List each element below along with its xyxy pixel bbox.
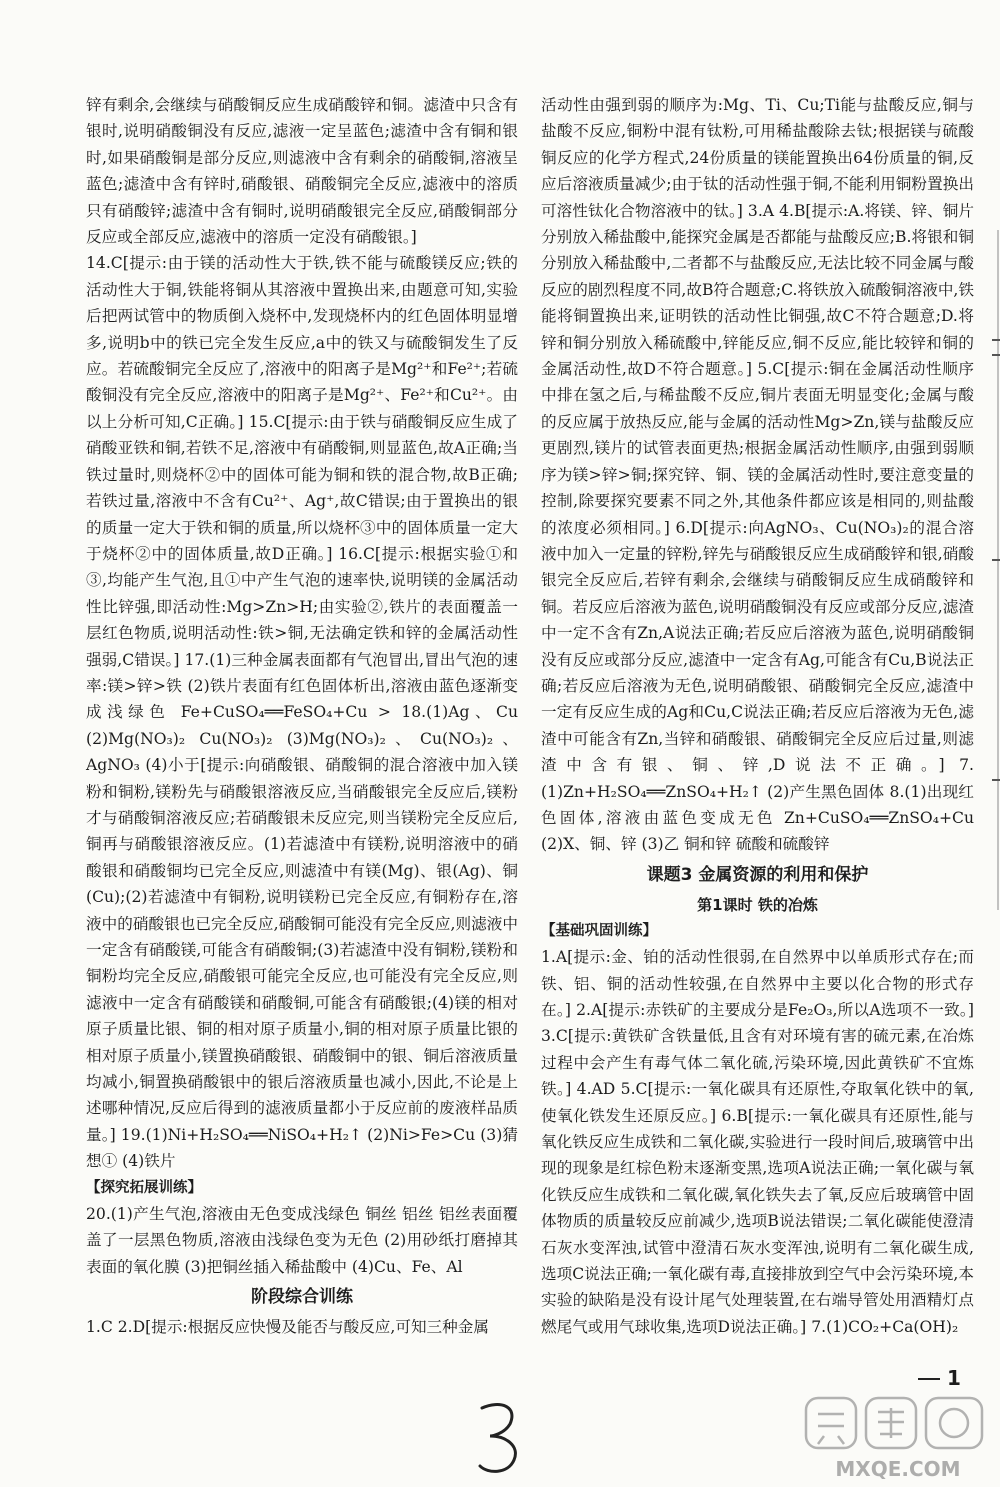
binding-edge-marks [988,220,1000,920]
page-number: 1 [947,1366,961,1390]
answer-paragraph-5: 活动性由强到弱的顺序为:Mg、Ti、Cu;Ti能与盐酸反应,铜与盐酸不反应,铜粉中混有钛粉,可用稀盐酸除去钛;根据镁与硫酸铜反应的化学方程式,24份质量的镁能置换出64份质量的铜,反应后溶液质量减少;由于钛的活动性强于铜,不能利用铜粉置换出可溶性钛化合物溶液中的钛。] 3.A 4.B[提示:A.将镁、锌、铜片分别放入稀盐酸中,能探究金属是否都能与盐酸反应;B.将银和铜分别放入稀盐酸中,二者都不与盐酸反应,无法比较不同金属与酸反应的剧烈程度不同,故B符合题意;C.将铁放入硫酸铜溶液中,铁能将铜置换出来,证明铁的活动性比铜强,故C不符合题意;D.将锌和铜分别放入稀硫酸中,锌能反应,铜不反应,能比较锌和铜的金属活动性,故D不符合题意。] 5.C[提示:铜在金属活动性顺序中排在氢之后,与稀盐酸不反应,铜片表面无明显变化;金属与酸的反应属于放热反应,能与金属的活动性Mg>Zn,镁与盐酸反应更剧烈,镁片的试管表面更热;根据金属活动性顺序,由强到弱顺序为镁>锌>铜;探究锌、铜、镁的金属活动性时,要注意变量的控制,除要探究要素不同之外,其他条件都应该是相同的,则盐酸的浓度必须相同。] 6.D[提示:向AgNO₃、Cu(NO₃)₂的混合溶液中加入一定量的锌粉,锌先与硝酸银反应生成硝酸锌和银,硝酸银完全反应后,若锌有剩余,会继续与硝酸铜反应生成硝酸锌和铜。若反应后溶液为蓝色,说明硝酸铜没有反应或部分反应,滤渣中一定不含有Zn,A说法正确;若反应后溶液为蓝色,说明硝酸铜没有反应或部分反应,滤渣中一定含有Ag,可能含有Cu,B说法正确;若反应后溶液为无色,说明硝酸银、硝酸铜完全反应,滤渣中一定有反应生成的Ag和Cu,C说法正确;若反应后溶液为无色,滤渣中可能含有Zn,当锌和硝酸银、硝酸铜完全反应后过量,则滤渣中含有银、铜、锌,D说法不正确。] 7.(1)Zn+H₂SO₄══ZnSO₄+H₂↑ (2)产生黑色固体 8.(1)出现红色固体,溶液由蓝色变成无色 Zn+CuSO₄══ZnSO₄+Cu (2)X、铜、锌 (3)乙 铜和锌 硫酸和硫酸锌 [541,96,974,854]
answer-paragraph-3: 20.(1)产生气泡,溶液由无色变成浅绿色 铜丝 铝丝 铝丝表面覆盖了一层黑色物质,溶液由浅绿色变为无色 (2)用砂纸打磨掉其表面的氧化膜 (3)把铜丝插入稀盐酸中 (4)Cu、Fe、Al [86,1205,518,1276]
section-heading-stage: 阶段综合训练 [251,1287,353,1308]
answer-paragraph-6: 1.A[提示:金、铂的活动性很弱,在自然界中以单质形式存在;而铁、铝、铜的活动性较强,在自然界中主要以化合物的形式存在。] 2.A[提示:赤铁矿的主要成分是Fe₂O₃,所以A选项不一致。] 3.C[提示:黄铁矿含铁量低,且含有对环境有害的硫元素,在冶炼过程中会产生有毒气体二氧化硫,污染环境,因此黄铁矿不宜炼铁。] 4.AD 5.C[提示:一氧化碳具有还原性,夺取氧化铁中的氧,使氧化铁发生还原反应。] 6.B[提示:一氧化碳具有还原性,能与氧化铁反应生成铁和二氧化碳,实验进行一段时间后,玻璃管中出现的现象是红棕色粉末逐渐变黑,选项A说法正确;一氧化碳与氧化铁反应生成铁和二氧化碳,氧化铁失去了氧,反应后玻璃管中固体物质的质量较反应前减少,选项B说法错误;二氧化碳能使澄清石灰水变浑浊,试管中澄清石灰水变浑浊,说明有二氧化碳生成,选项C说法正确;一氧化碳有毒,直接排放到空气中会污染环境,本实验的缺陷是没有设计尾气处理装置,在右端导管处用酒精灯点燃尾气或用气球收集,选项D说法正确。] 7.(1)CO₂+Ca(OH)₂ [541,948,974,1336]
section-tag-explore: 【探究拓展训练】 [86,1179,202,1196]
watermark-url: MXQE.COM [835,1457,961,1481]
answer-paragraph-1: 锌有剩余,会继续与硝酸铜反应生成硝酸锌和铜。滤渣中只含有银时,说明硝酸铜没有反应,滤液一定呈蓝色;滤渣中含有铜和银时,如果硝酸铜是部分反应,则滤液中含有剩余的硝酸铜,溶液呈蓝色;滤渣中含有锌时,硝酸银、硝酸铜完全反应,滤液中的溶质只有硝酸锌;滤渣中含有铜时,说明硝酸银完全反应,硝酸铜部分反应或全部反应,滤液中的溶质一定没有硝酸银。] [86,96,518,247]
section-tag-basic: 【基础巩固训练】 [541,922,657,939]
left-column [86,92,518,1341]
watermark-logo [800,1392,996,1484]
lesson-heading: 课题3 金属资源的利用和保护 [646,864,869,885]
lesson-subheading: 第1课时 铁的冶炼 [697,895,818,914]
handwritten-three-mark [470,1398,530,1478]
right-column [541,92,974,1340]
answer-paragraph-2: 14.C[提示:由于镁的活动性大于铁,铁不能与硫酸镁反应;铁的活动性大于铜,铁能将铜从其溶液中置换出来,由题意可知,实验后把两试管中的物质倒入烧杯中,发现烧杯内的红色固体明显增多,说明b中的铁已完全发生反应,a中的铁又与硫酸铜发生了反应。若硫酸铜完全反应了,溶液中的阳离子是Mg²⁺和Fe²⁺;若硫酸铜没有完全反应,溶液中的阳离子是Mg²⁺、Fe²⁺和Cu²⁺。由以上分析可知,C正确。] 15.C[提示:由于铁与硝酸铜反应生成了硝酸亚铁和铜,若铁不足,溶液中有硝酸铜,则显蓝色,故A正确;当铁过量时,则烧杯②中的固体可能为铜和铁的混合物,故B正确;若铁过量,溶液中不含有Cu²⁺、Ag⁺,故C错误;由于置换出的银的质量一定大于铁和铜的质量,所以烧杯③中的固体质量一定大于烧杯②中的固体质量,故D正确。] 16.C[提示:根据实验①和③,均能产生气泡,且①中产生气泡的速率快,说明镁的金属活动性比锌强,即活动性:Mg>Zn>H;由实验②,铁片的表面覆盖一层红色物质,说明活动性:铁>铜,无法确定铁和锌的金属活动性强弱,C错误。] 17.(1)三种金属表面都有气泡冒出,冒出气泡的速率:镁>锌>铁 (2)铁片表面有红色固体析出,溶液由蓝色逐渐变成浅绿色 Fe+CuSO₄══FeSO₄+Cu > 18.(1)Ag、Cu (2)Mg(NO₃)₂ Cu(NO₃)₂ (3)Mg(NO₃)₂、Cu(NO₃)₂、AgNO₃ (4)小于[提示:向硝酸银、硝酸铜的混合溶液中加入镁粉和铜粉,镁粉先与硝酸银溶液反应,当硝酸银完全反应后,镁粉才与硝酸铜溶液反应;若硝酸银未反应完,则当镁粉完全反应后,铜再与硝酸银溶液反应。(1)若滤渣中有镁粉,说明溶液中的硝酸银和硝酸铜均已完全反应,则滤渣中有镁(Mg)、银(Ag)、铜(Cu);(2)若滤渣中有铜粉,说明镁粉已完全反应,有铜粉存在,溶液中的硝酸银也已完全反应,硝酸铜可能没有完全反应,则滤液中一定含有硝酸镁,可能含有硝酸铜;(3)若滤渣中没有铜粉,镁粉和铜粉均完全反应,硝酸银可能完全反应,也可能没有完全反应,则滤液中一定含有硝酸镁和硝酸铜,可能含有硝酸银;(4)镁的相对原子质量比银、铜的相对原子质量小,铜的相对原子质量比银的相对原子质量小,镁置换硝酸银、硝酸铜中的银、铜后溶液质量均减小,铜置换硝酸银中的银后溶液质量也减小,因此,不论是上述哪种情况,反应后得到的滤液质量都小于反应前的废液样品质量。] 19.(1)Ni+H₂SO₄══NiSO₄+H₂↑ (2)Ni>Fe>Cu (3)猜想① (4)铁片 [86,254,518,1171]
answer-paragraph-4: 1.C 2.D[提示:根据反应快慢及能否与酸反应,可知三种金属 [86,1318,489,1337]
page-number-dash [918,1378,940,1380]
